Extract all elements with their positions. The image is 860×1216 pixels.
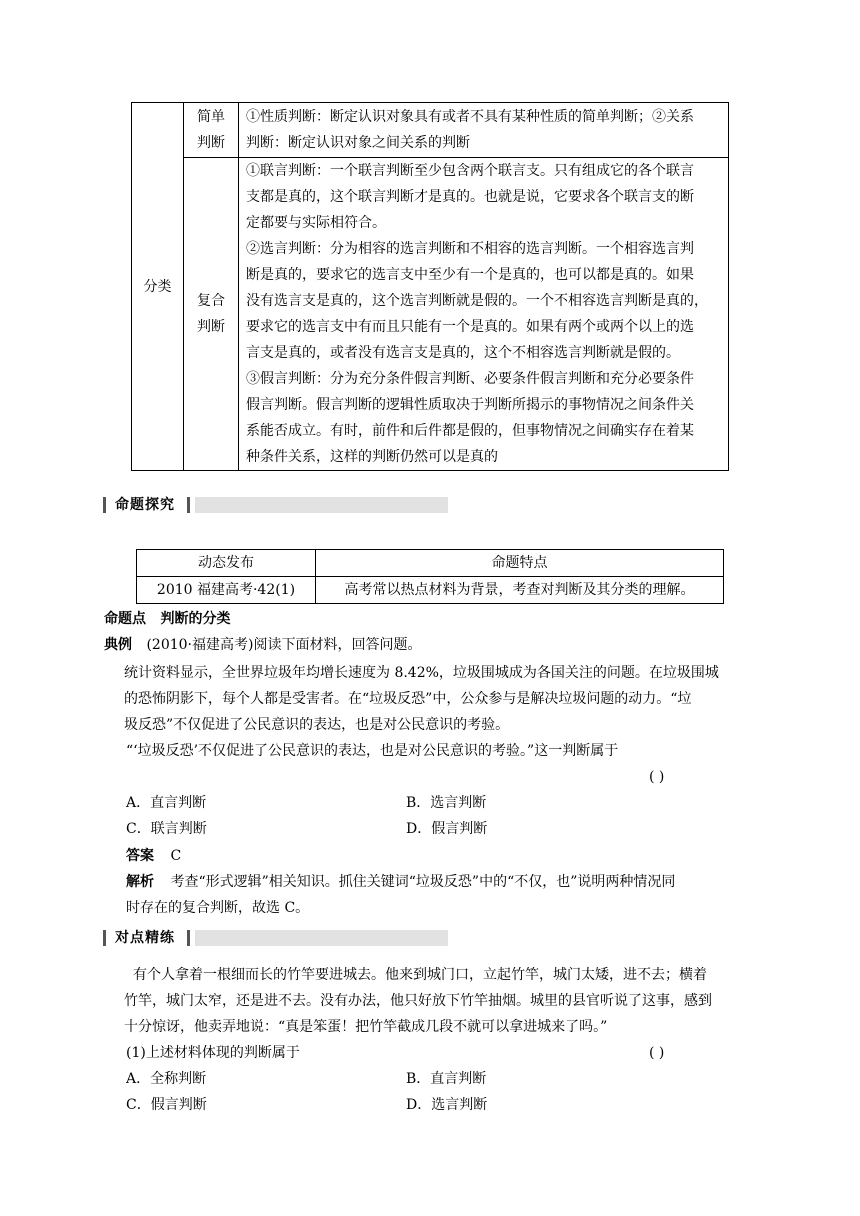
example-source: (2010·福建高考)阅读下面材料，回答问题。 (146, 637, 422, 653)
answer-paren: ( ) (649, 1045, 665, 1061)
definition-line: 支都是真的，这个联言判断才是真的。也就是说，它要求各个联言支的断 (246, 189, 694, 205)
type-label: 复合 判断 (197, 293, 225, 335)
section-fill (195, 497, 448, 513)
table-row (137, 577, 724, 604)
section-bar (103, 930, 106, 946)
section-title: 命题探究 (115, 497, 175, 513)
table-cell: 高考常以热点材料为背景，考查对判断及其分类的理解。 (316, 577, 724, 604)
option-a: A．全称判断 (126, 1071, 207, 1087)
definition-line: 没有选言支是真的，这个选言判断就是假的。一个不相容选言判断是真的， (246, 293, 708, 309)
definition-line: 言支是真的，或者没有选言支是真的，这个不相容选言判断就是假的。 (246, 345, 680, 361)
table-row (132, 103, 729, 158)
option-d: D．选言判断 (406, 1097, 488, 1113)
section-header-practice (103, 927, 448, 949)
option-c: C．联言判断 (126, 821, 207, 837)
definition-line: ②选言判断：分为相容的选言判断和不相容的选言判断。一个相容选言判 (246, 241, 694, 257)
option-a: A．直言判断 (126, 795, 207, 811)
column-header: 命题特点 (316, 550, 724, 577)
question-text: (1)上述材料体现的判断属于 (126, 1045, 300, 1061)
definition-line: 定都要与实际相符合。 (246, 215, 386, 231)
section-bar (103, 497, 106, 513)
definition-cell-simple (239, 103, 729, 158)
passage-line: 竹竿，城门太窄，还是进不去。没有办法，他只好放下竹竿抽烟。城里的县官听说了这事，感到 (124, 993, 712, 1009)
definition-line: 系能否成立。有时，前件和后件都是假的，但事物情况之间确实存在着某 (246, 423, 694, 439)
section-bar (187, 930, 190, 946)
definition-line: 判断：断定认识对象之间关系的判断 (246, 135, 470, 151)
definition-line: 假言判断。假言判断的逻辑性质取决于判断所揭示的事物情况之间条件关 (246, 397, 694, 413)
question-text: “‘垃圾反恐’不仅促进了公民意识的表达，也是对公民意识的考验。”这一判断属于 (126, 743, 619, 759)
definition-line: ①性质判断：断定认识对象具有或者不具有某种性质的简单判断；②关系 (246, 109, 694, 125)
analysis-line (126, 872, 675, 892)
option-d: D．假言判断 (406, 821, 488, 837)
definition-line: ①联言判断：一个联言判断至少包含两个联言支。只有组成它的各个联言 (246, 163, 694, 179)
column-header: 动态发布 (137, 550, 316, 577)
option-c: C．假言判断 (126, 1097, 207, 1113)
topic-table (136, 549, 724, 604)
answer-paren: ( ) (649, 769, 665, 785)
definition-line: 断是真的，要求它的选言支中至少有一个是真的，也可以都是真的。如果 (246, 267, 694, 283)
passage-line: 有个人拿着一根细而长的竹竿要进城去。他来到城门口，立起竹竿，城门太矮，进不去；横着 (133, 967, 707, 983)
classification-table (131, 102, 729, 471)
section-fill (195, 930, 448, 946)
section-header-propositions (103, 494, 448, 516)
answer-line (126, 846, 181, 866)
section-bar (187, 497, 190, 513)
passage-line: 十分惊讶，他卖弄地说：“真是笨蛋！把竹竿截成几段不就可以拿进城来了吗。” (124, 1019, 608, 1035)
definition-cell-compound (239, 158, 729, 471)
definition-line: 种条件关系，这样的判断仍然可以是真的 (246, 449, 498, 465)
definition-line: 要求它的选言支中有而且只能有一个是真的。如果有两个或两个以上的选 (246, 319, 694, 335)
proposition-point (104, 609, 230, 629)
point-text: 判断的分类 (160, 611, 231, 627)
analysis-label: 解析 (126, 874, 154, 890)
table-header-row (137, 550, 724, 577)
answer-label: 答案 (126, 848, 154, 864)
passage-line: 统计资料显示，全世界垃圾年均增长速度为 8.42%，垃圾围城成为各国关注的问题。在垃圾围城 (124, 665, 719, 681)
table-cell: 2010 福建高考·42(1) (137, 577, 316, 604)
option-b: B．选言判断 (406, 795, 487, 811)
category-cell: 分类 (132, 103, 184, 471)
type-cell-simple (184, 103, 239, 158)
example-header (104, 635, 421, 655)
option-b: B．直言判断 (406, 1071, 487, 1087)
point-label: 命题点 (104, 611, 146, 627)
passage-line: 圾反恐”不仅促进了公民意识的表达，也是对公民意识的考验。 (124, 717, 510, 733)
section-title: 对点精练 (115, 930, 175, 946)
analysis-text: 考查“形式逻辑”相关知识。抓住关键词“垃圾反恐”中的“不仅，也”说明两种情况同 (170, 874, 676, 890)
table-row (132, 158, 729, 471)
passage-line: 的恐怖阴影下，每个人都是受害者。在“垃圾反恐”中，公众参与是解决垃圾问题的动力。“垃 (124, 691, 692, 707)
example-label: 典例 (104, 637, 132, 653)
type-label: 简单 判断 (197, 109, 225, 151)
type-cell-compound (184, 158, 239, 471)
answer-value: C (170, 848, 182, 864)
definition-line: ③假言判断：分为充分条件假言判断、必要条件假言判断和充分必要条件 (246, 371, 694, 387)
analysis-line: 时存在的复合判断，故选 C。 (126, 900, 310, 916)
